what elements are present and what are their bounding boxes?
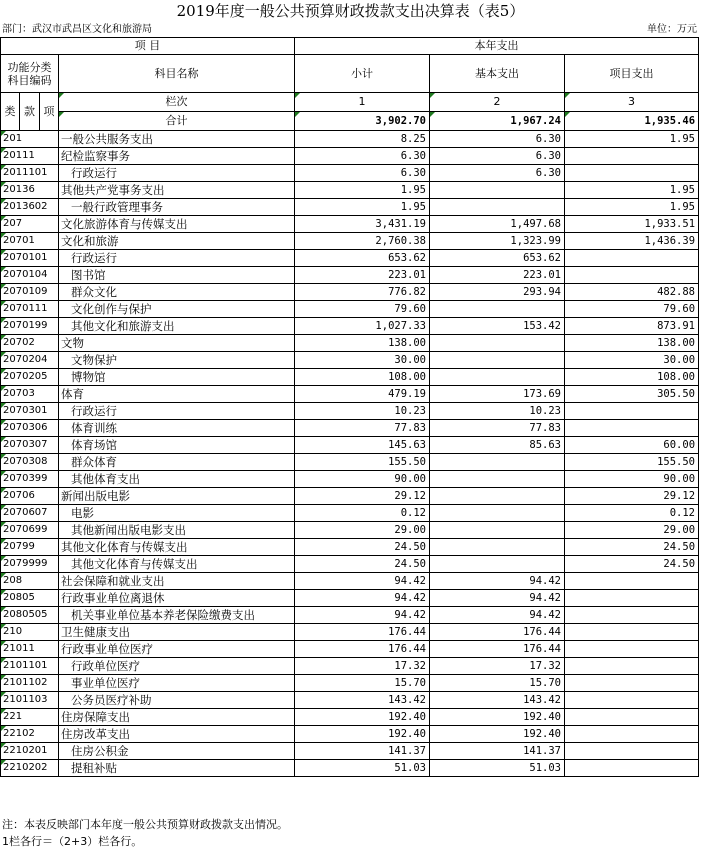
column-number-1: 1 — [295, 93, 430, 112]
row-project — [565, 658, 699, 675]
row-code: 20702 — [1, 335, 59, 352]
row-project: 30.00 — [565, 352, 699, 369]
row-subtotal: 29.12 — [295, 488, 430, 505]
row-name: 体育训练 — [59, 420, 295, 437]
row-basic — [430, 539, 565, 556]
row-project: 1,436.39 — [565, 233, 699, 250]
row-subtotal: 653.62 — [295, 250, 430, 267]
row-code: 2070306 — [1, 420, 59, 437]
row-subtotal: 192.40 — [295, 709, 430, 726]
row-basic — [430, 471, 565, 488]
table-row — [1, 641, 699, 658]
row-code: 20805 — [1, 590, 59, 607]
row-name: 其他文化体育与传媒支出 — [59, 556, 295, 573]
row-basic: 6.30 — [430, 148, 565, 165]
row-subtotal: 176.44 — [295, 624, 430, 641]
table-row — [1, 471, 699, 488]
header-project: 项目支出 — [565, 55, 699, 93]
row-name: 一般公共服务支出 — [59, 131, 295, 148]
row-project — [565, 624, 699, 641]
row-basic — [430, 454, 565, 471]
row-name: 其他文化体育与传媒支出 — [59, 539, 295, 556]
row-subtotal: 0.12 — [295, 505, 430, 522]
row-code: 20703 — [1, 386, 59, 403]
row-code: 2070308 — [1, 454, 59, 471]
row-name: 一般行政管理事务 — [59, 199, 295, 216]
header-xiang: 项 — [40, 93, 59, 131]
row-basic — [430, 301, 565, 318]
header-current-year: 本年支出 — [295, 38, 699, 55]
row-name: 群众体育 — [59, 454, 295, 471]
row-basic — [430, 335, 565, 352]
column-number-3: 3 — [565, 93, 699, 112]
row-basic: 51.03 — [430, 760, 565, 777]
row-basic: 6.30 — [430, 131, 565, 148]
row-code: 2070199 — [1, 318, 59, 335]
row-project: 1.95 — [565, 131, 699, 148]
row-subtotal: 24.50 — [295, 556, 430, 573]
row-code: 207 — [1, 216, 59, 233]
row-project — [565, 692, 699, 709]
row-name: 文物保护 — [59, 352, 295, 369]
row-project — [565, 641, 699, 658]
row-name: 住房改革支出 — [59, 726, 295, 743]
row-name: 文物 — [59, 335, 295, 352]
column-number-2: 2 — [430, 93, 565, 112]
row-project: 29.00 — [565, 522, 699, 539]
table-row — [1, 726, 699, 743]
page-title: 2019年度一般公共预算财政拨款支出决算表（表5） — [176, 2, 525, 20]
row-project — [565, 250, 699, 267]
row-subtotal: 138.00 — [295, 335, 430, 352]
row-name: 体育 — [59, 386, 295, 403]
table-row — [1, 505, 699, 522]
row-subtotal: 141.37 — [295, 743, 430, 760]
row-basic: 176.44 — [430, 624, 565, 641]
table-row — [1, 216, 699, 233]
table-row — [1, 420, 699, 437]
row-name: 提租补贴 — [59, 760, 295, 777]
row-subtotal: 176.44 — [295, 641, 430, 658]
table-row — [1, 556, 699, 573]
table-row — [1, 301, 699, 318]
header-func-code: 功能分类 科目编码 — [1, 55, 59, 93]
row-subtotal: 24.50 — [295, 539, 430, 556]
row-subtotal: 10.23 — [295, 403, 430, 420]
row-subtotal: 77.83 — [295, 420, 430, 437]
row-subtotal: 145.63 — [295, 437, 430, 454]
table-row — [1, 488, 699, 505]
table-row — [1, 335, 699, 352]
row-subtotal: 17.32 — [295, 658, 430, 675]
row-project — [565, 709, 699, 726]
row-code: 2070399 — [1, 471, 59, 488]
row-basic: 173.69 — [430, 386, 565, 403]
row-project — [565, 607, 699, 624]
table-row — [1, 760, 699, 777]
row-subtotal: 94.42 — [295, 573, 430, 590]
table-row — [1, 607, 699, 624]
table-row — [1, 403, 699, 420]
row-name: 其他共产党事务支出 — [59, 182, 295, 199]
table-row — [1, 590, 699, 607]
row-name: 事业单位医疗 — [59, 675, 295, 692]
row-project — [565, 403, 699, 420]
row-code: 20111 — [1, 148, 59, 165]
table-row — [1, 658, 699, 675]
row-project: 138.00 — [565, 335, 699, 352]
row-code: 2070204 — [1, 352, 59, 369]
row-project: 305.50 — [565, 386, 699, 403]
row-subtotal: 30.00 — [295, 352, 430, 369]
table-row — [1, 573, 699, 590]
table-row — [1, 692, 699, 709]
row-subtotal: 776.82 — [295, 284, 430, 301]
table-row — [1, 267, 699, 284]
row-name: 行政单位医疗 — [59, 658, 295, 675]
row-subtotal: 90.00 — [295, 471, 430, 488]
row-code: 2079999 — [1, 556, 59, 573]
row-basic — [430, 199, 565, 216]
row-project — [565, 148, 699, 165]
expenditure-table — [0, 37, 699, 777]
row-name: 其他新闻出版电影支出 — [59, 522, 295, 539]
row-project: 0.12 — [565, 505, 699, 522]
row-subtotal: 3,431.19 — [295, 216, 430, 233]
row-name: 行政事业单位医疗 — [59, 641, 295, 658]
row-code: 201 — [1, 131, 59, 148]
row-subtotal: 6.30 — [295, 148, 430, 165]
total-subtotal: 3,902.70 — [295, 112, 430, 131]
row-name: 机关事业单位基本养老保险缴费支出 — [59, 607, 295, 624]
row-code: 2070307 — [1, 437, 59, 454]
row-basic — [430, 369, 565, 386]
row-name: 住房公积金 — [59, 743, 295, 760]
table-row — [1, 454, 699, 471]
row-basic — [430, 352, 565, 369]
row-code: 2101101 — [1, 658, 59, 675]
table-row — [1, 250, 699, 267]
row-project — [565, 420, 699, 437]
header-item: 项 目 — [1, 38, 295, 55]
header-basic: 基本支出 — [430, 55, 565, 93]
table-row — [1, 131, 699, 148]
row-code: 20706 — [1, 488, 59, 505]
table-row — [1, 709, 699, 726]
row-subtotal: 223.01 — [295, 267, 430, 284]
table-row — [1, 743, 699, 760]
table-row — [1, 165, 699, 182]
row-project — [565, 590, 699, 607]
row-basic: 10.23 — [430, 403, 565, 420]
table-row — [1, 148, 699, 165]
row-basic — [430, 488, 565, 505]
table-row — [1, 369, 699, 386]
row-project — [565, 743, 699, 760]
row-code: 2011101 — [1, 165, 59, 182]
row-code: 20799 — [1, 539, 59, 556]
row-name: 行政运行 — [59, 250, 295, 267]
row-basic: 15.70 — [430, 675, 565, 692]
row-subtotal: 155.50 — [295, 454, 430, 471]
table-row — [1, 199, 699, 216]
row-code: 221 — [1, 709, 59, 726]
footnote-1: 注：本表反映部门本年度一般公共预算财政拨款支出情况。 — [2, 818, 288, 831]
row-basic: 77.83 — [430, 420, 565, 437]
table-row — [1, 284, 699, 301]
row-name: 卫生健康支出 — [59, 624, 295, 641]
row-name: 其他文化和旅游支出 — [59, 318, 295, 335]
unit-label: 单位：万元 — [647, 24, 697, 35]
row-code: 2070104 — [1, 267, 59, 284]
row-basic: 223.01 — [430, 267, 565, 284]
row-basic: 153.42 — [430, 318, 565, 335]
row-subtotal: 6.30 — [295, 165, 430, 182]
row-basic: 143.42 — [430, 692, 565, 709]
header-kuan: 款 — [20, 93, 40, 131]
row-code: 2101102 — [1, 675, 59, 692]
row-basic: 17.32 — [430, 658, 565, 675]
table-row — [1, 522, 699, 539]
row-name: 纪检监察事务 — [59, 148, 295, 165]
row-subtotal: 29.00 — [295, 522, 430, 539]
footnote-2: 1栏各行＝（2+3）栏各行。 — [2, 835, 143, 848]
row-subtotal: 192.40 — [295, 726, 430, 743]
row-code: 2013602 — [1, 199, 59, 216]
row-name: 行政运行 — [59, 403, 295, 420]
row-subtotal: 8.25 — [295, 131, 430, 148]
row-project — [565, 267, 699, 284]
row-project: 60.00 — [565, 437, 699, 454]
row-basic: 94.42 — [430, 590, 565, 607]
row-project — [565, 760, 699, 777]
row-project — [565, 573, 699, 590]
total-basic: 1,967.24 — [430, 112, 565, 131]
row-subtotal: 79.60 — [295, 301, 430, 318]
row-project: 1,933.51 — [565, 216, 699, 233]
row-subtotal: 479.19 — [295, 386, 430, 403]
row-basic: 141.37 — [430, 743, 565, 760]
row-project: 155.50 — [565, 454, 699, 471]
row-basic — [430, 522, 565, 539]
row-name: 文化和旅游 — [59, 233, 295, 250]
row-basic: 293.94 — [430, 284, 565, 301]
row-basic: 1,497.68 — [430, 216, 565, 233]
row-name: 新闻出版电影 — [59, 488, 295, 505]
row-basic: 1,323.99 — [430, 233, 565, 250]
row-code: 210 — [1, 624, 59, 641]
row-name: 行政运行 — [59, 165, 295, 182]
row-subtotal: 2,760.38 — [295, 233, 430, 250]
row-project: 873.91 — [565, 318, 699, 335]
row-basic: 94.42 — [430, 607, 565, 624]
row-project: 1.95 — [565, 182, 699, 199]
row-code: 2070699 — [1, 522, 59, 539]
header-subtotal: 小计 — [295, 55, 430, 93]
header-subject-name: 科目名称 — [59, 55, 295, 93]
row-code: 2070111 — [1, 301, 59, 318]
row-code: 2080505 — [1, 607, 59, 624]
row-project: 79.60 — [565, 301, 699, 318]
column-order-label: 栏次 — [59, 93, 295, 112]
row-subtotal: 108.00 — [295, 369, 430, 386]
row-code: 2070301 — [1, 403, 59, 420]
row-name: 行政事业单位离退休 — [59, 590, 295, 607]
table-row — [1, 539, 699, 556]
row-code: 2070607 — [1, 505, 59, 522]
table-row — [1, 233, 699, 250]
row-code: 2210201 — [1, 743, 59, 760]
row-project: 24.50 — [565, 539, 699, 556]
row-basic: 94.42 — [430, 573, 565, 590]
row-basic: 176.44 — [430, 641, 565, 658]
row-basic — [430, 556, 565, 573]
department-label: 部门：武汉市武昌区文化和旅游局 — [2, 24, 152, 35]
row-project: 29.12 — [565, 488, 699, 505]
row-project: 24.50 — [565, 556, 699, 573]
row-code: 2070109 — [1, 284, 59, 301]
total-project: 1,935.46 — [565, 112, 699, 131]
row-project — [565, 165, 699, 182]
table-row — [1, 675, 699, 692]
row-subtotal: 51.03 — [295, 760, 430, 777]
table-row — [1, 437, 699, 454]
row-subtotal: 1.95 — [295, 182, 430, 199]
row-subtotal: 1,027.33 — [295, 318, 430, 335]
row-name: 其他体育支出 — [59, 471, 295, 488]
row-code: 2210202 — [1, 760, 59, 777]
row-name: 体育场馆 — [59, 437, 295, 454]
row-project — [565, 675, 699, 692]
row-code: 21011 — [1, 641, 59, 658]
row-name: 文化旅游体育与传媒支出 — [59, 216, 295, 233]
row-basic: 85.63 — [430, 437, 565, 454]
row-project: 108.00 — [565, 369, 699, 386]
row-name: 博物馆 — [59, 369, 295, 386]
row-basic — [430, 182, 565, 199]
row-basic: 653.62 — [430, 250, 565, 267]
row-subtotal: 1.95 — [295, 199, 430, 216]
row-project: 90.00 — [565, 471, 699, 488]
row-code: 20701 — [1, 233, 59, 250]
table-row — [1, 352, 699, 369]
row-code: 20136 — [1, 182, 59, 199]
row-code: 208 — [1, 573, 59, 590]
total-label: 合计 — [59, 112, 295, 131]
row-basic: 192.40 — [430, 726, 565, 743]
row-code: 2101103 — [1, 692, 59, 709]
row-code: 2070205 — [1, 369, 59, 386]
table-row — [1, 624, 699, 641]
row-subtotal: 94.42 — [295, 607, 430, 624]
header-lei: 类 — [1, 93, 20, 131]
row-name: 公务员医疗补助 — [59, 692, 295, 709]
row-basic — [430, 505, 565, 522]
row-name: 电影 — [59, 505, 295, 522]
row-subtotal: 15.70 — [295, 675, 430, 692]
row-project: 1.95 — [565, 199, 699, 216]
row-code: 2070101 — [1, 250, 59, 267]
row-basic: 192.40 — [430, 709, 565, 726]
table-row — [1, 182, 699, 199]
row-name: 社会保障和就业支出 — [59, 573, 295, 590]
row-subtotal: 143.42 — [295, 692, 430, 709]
row-project: 482.88 — [565, 284, 699, 301]
row-name: 住房保障支出 — [59, 709, 295, 726]
row-name: 群众文化 — [59, 284, 295, 301]
row-subtotal: 94.42 — [295, 590, 430, 607]
table-row — [1, 318, 699, 335]
row-code: 22102 — [1, 726, 59, 743]
table-row — [1, 386, 699, 403]
row-project — [565, 726, 699, 743]
row-name: 图书馆 — [59, 267, 295, 284]
row-basic: 6.30 — [430, 165, 565, 182]
row-name: 文化创作与保护 — [59, 301, 295, 318]
